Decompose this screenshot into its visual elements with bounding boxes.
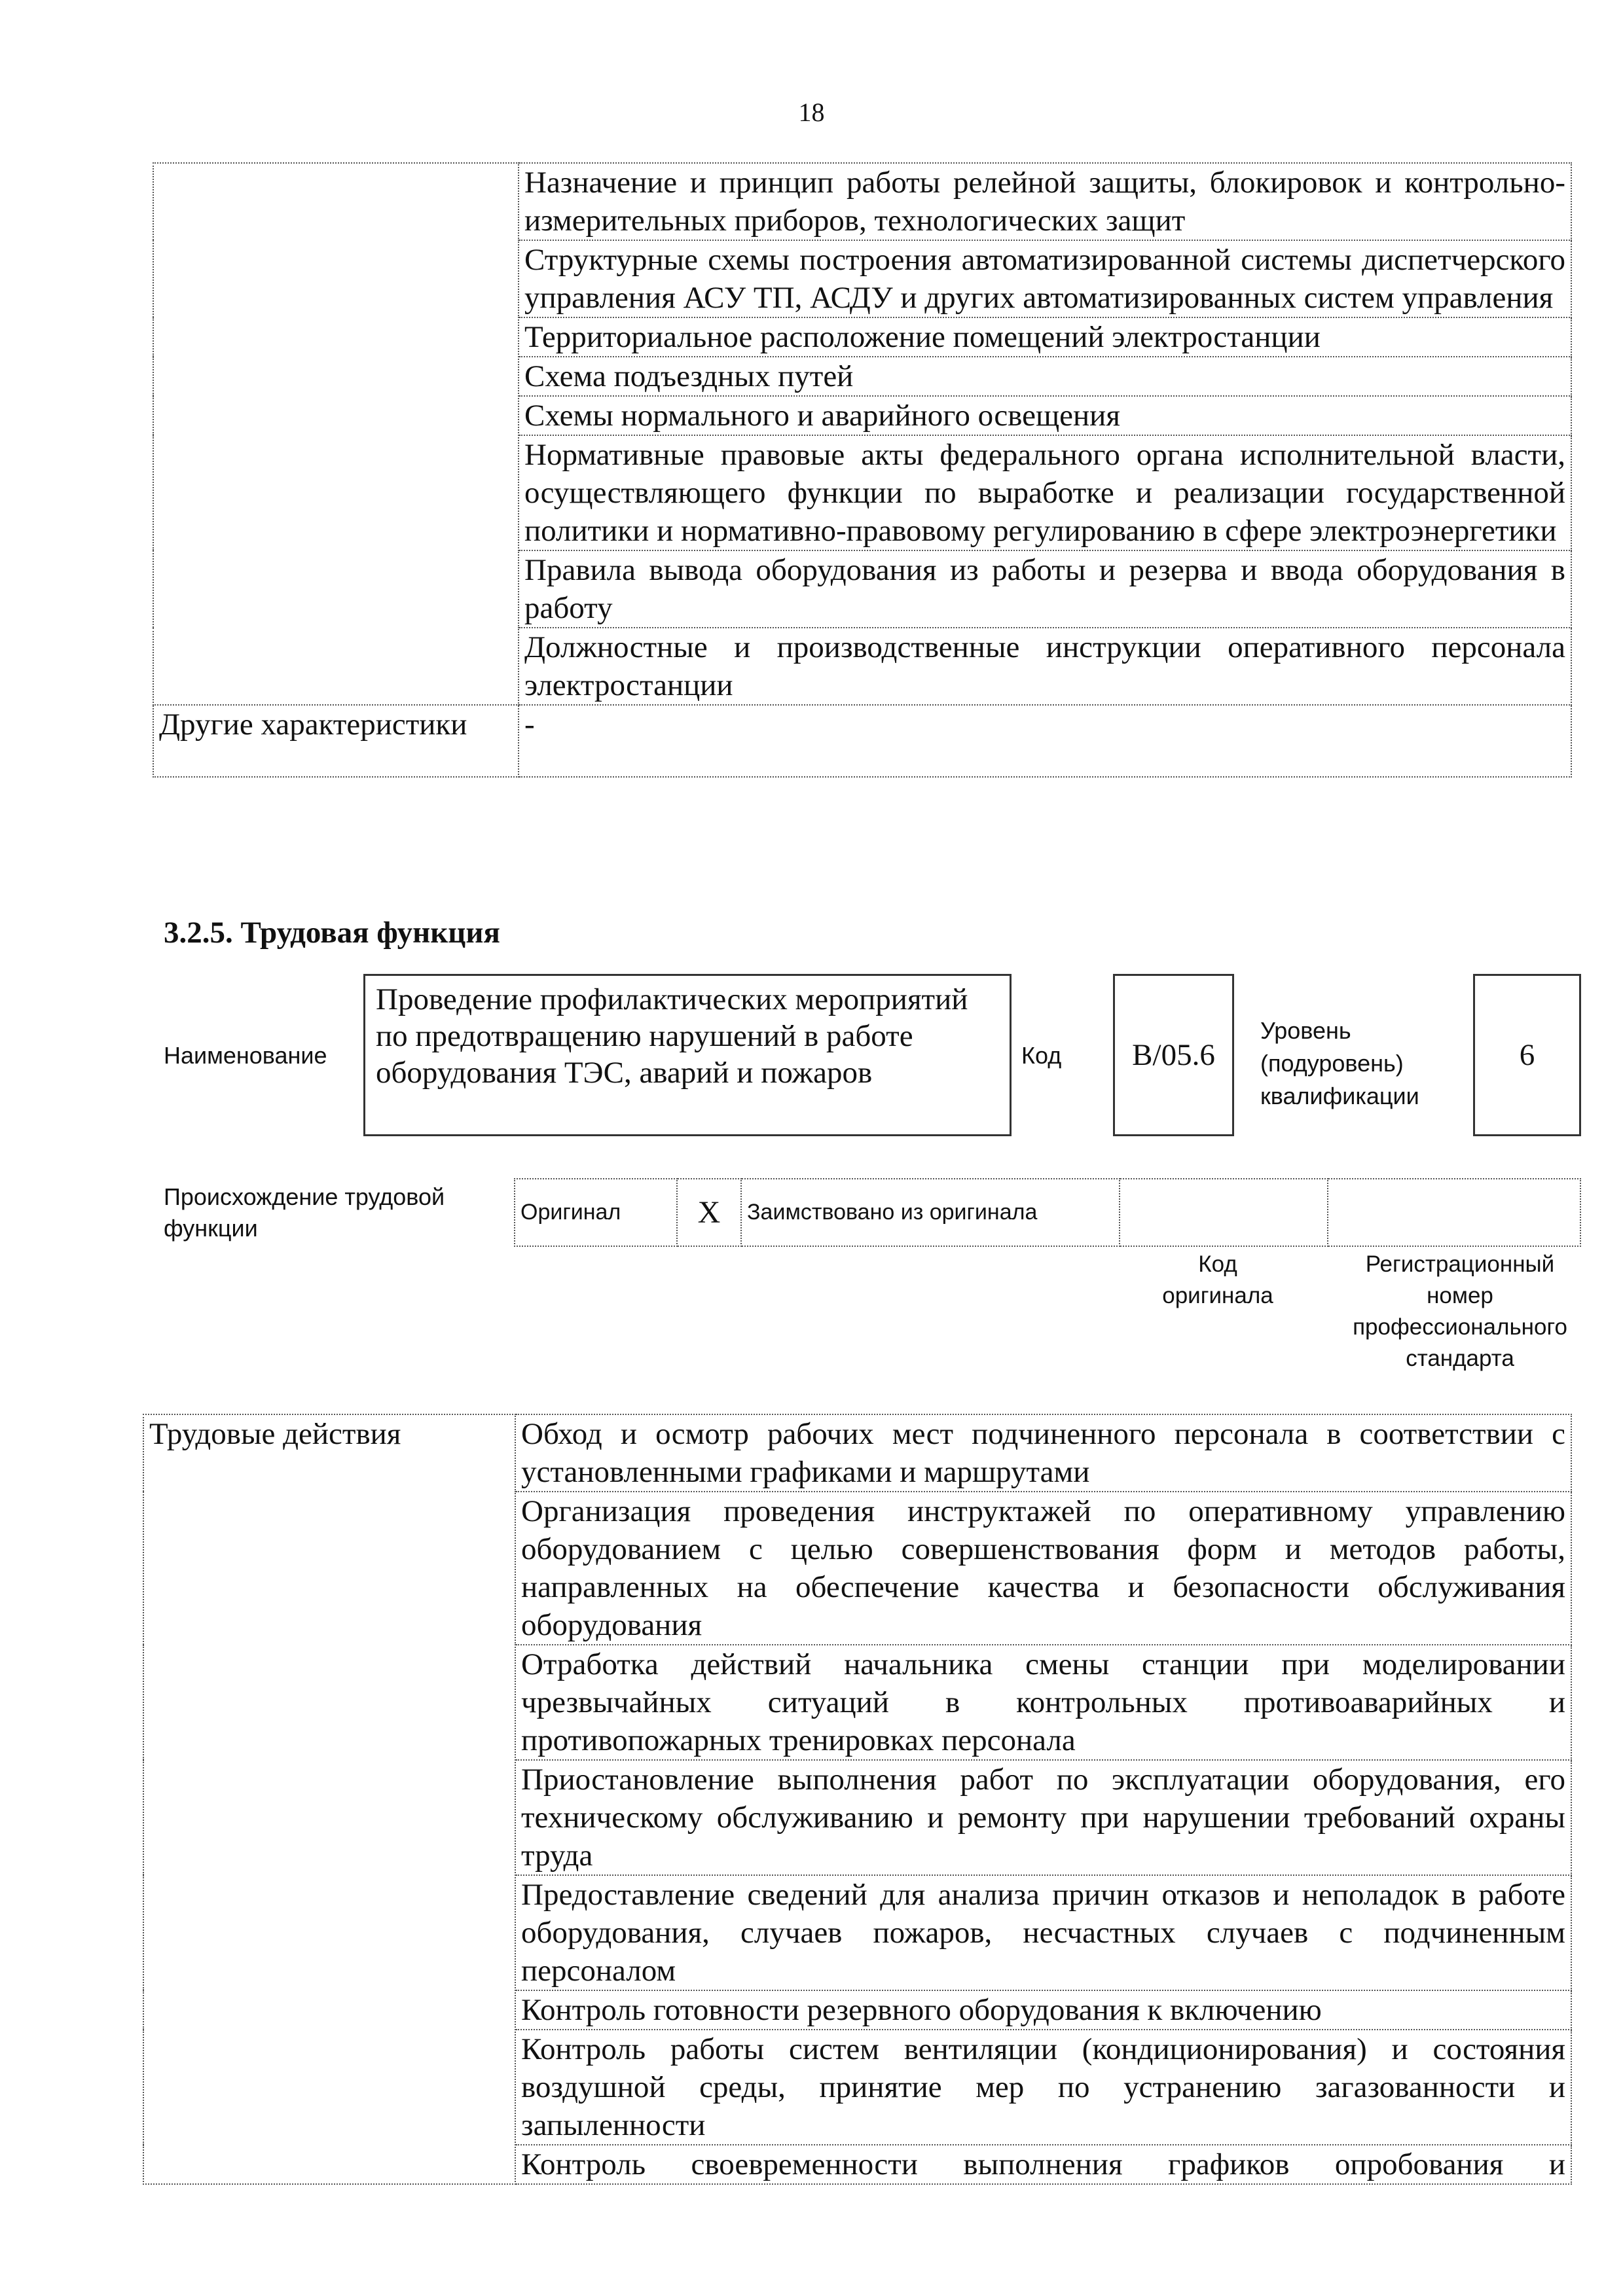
caption-line: номер: [1427, 1283, 1493, 1308]
original-mark: X: [677, 1179, 741, 1246]
table-cell: Приостановление выполнения работ по эксплуатации оборудования, его техническому обслуживанию и ремонту при нарушении требований охраны труда: [515, 1760, 1571, 1875]
table-cell: Предоставление сведений для анализа причин отказов и неполадок в работе оборудования, случаев пожаров, несчастных случаев с подчиненным персоналом: [515, 1875, 1571, 1990]
table-cell: Организация проведения инструктажей по оперативному управлению оборудованием с целью совершенствования форм и методов работы, направленных на обеспечение качества и безопасности обслуживания оборудования: [515, 1492, 1571, 1645]
function-name: Проведение профилактических мероприятий по предотвращению нарушений в работе оборудования ТЭС, аварий и пожаров: [363, 974, 1012, 1136]
table-row: [143, 1414, 1571, 1492]
knowledge-table: [153, 162, 1572, 778]
table-cell: Контроль готовности резервного оборудования к включению: [515, 1990, 1571, 2030]
table-cell: Отработка действий начальника смены станции при моделировании чрезвычайных ситуаций в контрольных противоаварийных и противопожарных тренировках персонала: [515, 1645, 1571, 1760]
labour-actions-label: Трудовые действия: [143, 1414, 515, 2184]
caption-line: профессионального: [1353, 1314, 1567, 1340]
table-cell: Назначение и принцип работы релейной защиты, блокировок и контрольно-измерительных приборов, технологических защит: [519, 163, 1571, 240]
caption-line: стандарта: [1406, 1346, 1514, 1371]
borrowed-label: Заимствовано из оригинала: [741, 1179, 1120, 1246]
origin-label-line: функции: [164, 1215, 258, 1242]
section-heading: 3.2.5. Трудовая функция: [164, 916, 500, 950]
level-label-line: (подуровень): [1260, 1050, 1404, 1077]
table-cell: Обход и осмотр рабочих мест подчиненного персонала в соответствии с установленными графиками и маршрутами: [515, 1414, 1571, 1492]
table-cell: Должностные и производственные инструкции оперативного персонала электростанции: [519, 628, 1571, 705]
other-characteristics-value: -: [519, 705, 1571, 777]
table-row: [515, 1179, 1580, 1246]
function-code: В/05.6: [1113, 974, 1234, 1136]
table-cell: Схемы нормального и аварийного освещения: [519, 396, 1571, 435]
table-cell: Территориальное расположение помещений электростанции: [519, 317, 1571, 357]
caption-line: оригинала: [1162, 1283, 1273, 1308]
level-label: [1260, 1014, 1419, 1113]
origin-label-line: Происхождение трудовой: [164, 1183, 445, 1210]
level-label-line: Уровень: [1260, 1017, 1351, 1044]
table-row: [153, 705, 1571, 777]
table-row: [153, 163, 1571, 240]
table-cell: Нормативные правовые акты федерального органа исполнительной власти, осуществляющего функции по выработке и реализации государственной политики и нормативно-правовому регулированию в сфере электроэнергетики: [519, 435, 1571, 550]
table-cell: Схема подъездных путей: [519, 357, 1571, 396]
original-code-cell: [1120, 1179, 1328, 1246]
table-cell: Структурные схемы построения автоматизированной системы диспетчерского управления АСУ ТП, АСДУ и других автоматизированных систем управления: [519, 240, 1571, 317]
caption-original-code: [1113, 1249, 1322, 1312]
name-label: Наименование: [164, 1042, 327, 1069]
origin-table: [514, 1178, 1581, 1247]
level-label-line: квалификации: [1260, 1083, 1419, 1109]
page-number: 18: [798, 98, 825, 127]
code-label: Код: [1021, 1042, 1062, 1069]
table-cell: Правила вывода оборудования из работы и резерва и ввода оборудования в работу: [519, 550, 1571, 628]
other-characteristics-label: Другие характеристики: [153, 705, 519, 777]
caption-registration-number: [1322, 1249, 1597, 1374]
qualification-level: 6: [1473, 974, 1581, 1136]
registration-number-cell: [1328, 1179, 1580, 1246]
caption-line: Регистрационный: [1365, 1251, 1555, 1277]
table-cell: Контроль работы систем вентиляции (кондиционирования) и состояния воздушной среды, принятие мер по устранению загазованности и запыленности: [515, 2030, 1571, 2145]
labour-actions-table: [143, 1414, 1572, 2185]
table-cell: Контроль своевременности выполнения графиков опробования и: [515, 2145, 1571, 2184]
table-cell-empty: [153, 163, 519, 705]
caption-line: Код: [1198, 1251, 1237, 1277]
original-label: Оригинал: [515, 1179, 677, 1246]
origin-label: [164, 1181, 445, 1244]
